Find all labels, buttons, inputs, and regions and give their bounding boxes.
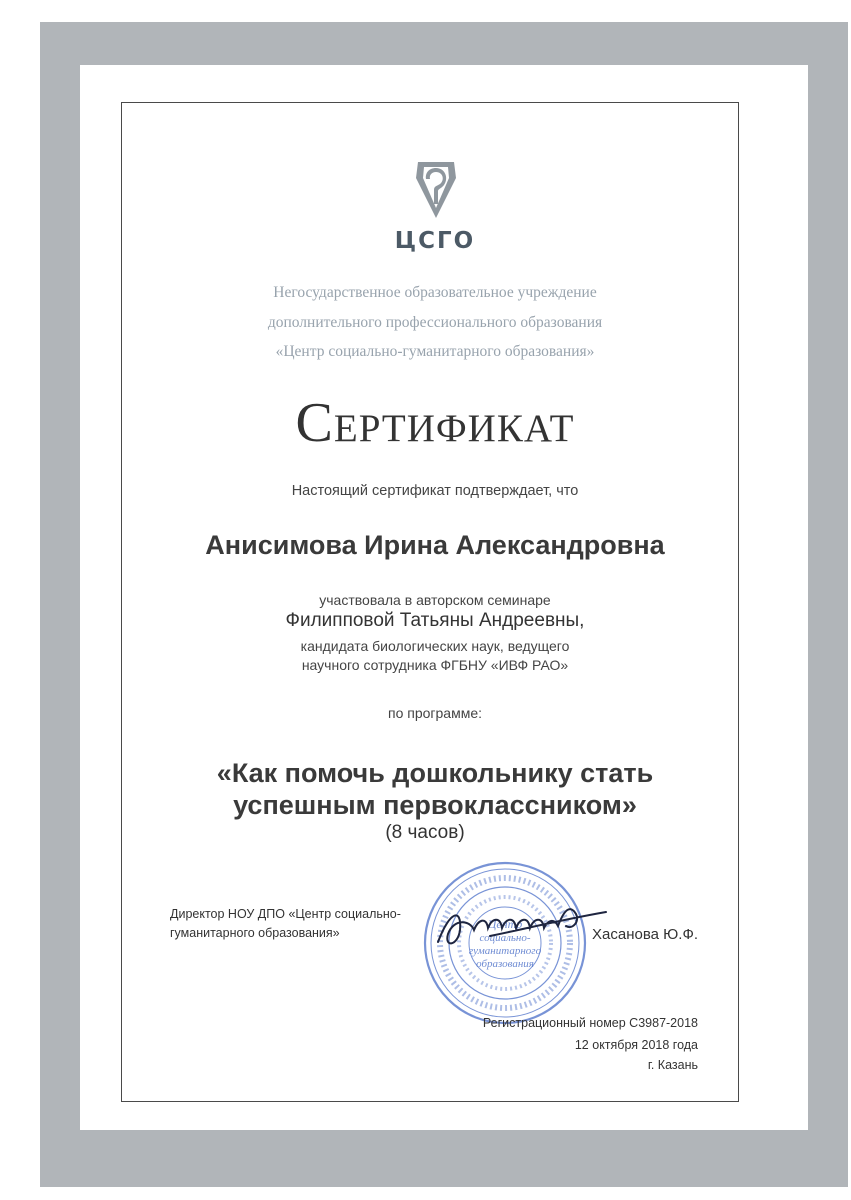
lecturer-position: научного сотрудника ФГБНУ «ИВФ РАО» bbox=[301, 657, 569, 673]
director-signature bbox=[430, 890, 610, 960]
issue-city: г. Казань bbox=[647, 1058, 698, 1072]
stamp-center-line-3: гуманитарного bbox=[468, 945, 542, 957]
director-name: Хасанова Ю.Ф. bbox=[592, 926, 699, 943]
lecturer-name: Филипповой Татьяны Андреевны, bbox=[285, 610, 585, 631]
issue-date: 12 октября 2018 года bbox=[574, 1038, 698, 1052]
pen-nib-icon bbox=[412, 158, 460, 220]
director-title-line-1: Директор НОУ ДПО «Центр социально- bbox=[170, 907, 401, 921]
recipient-name: Анисимова Ирина Александровна bbox=[205, 530, 665, 560]
lecturer-degree: кандидата биологических наук, ведущего bbox=[300, 638, 570, 654]
confirm-text: Настоящий сертификат подтверждает, что bbox=[291, 483, 579, 499]
director-title-line-2: гуманитарного образования» bbox=[170, 926, 340, 940]
program-label: по программе: bbox=[387, 705, 482, 721]
organization-line-2: дополнительного профессионального образования bbox=[267, 314, 603, 331]
certificate-title: Сертификат bbox=[295, 392, 575, 454]
stamp-center-line-4: образования bbox=[476, 958, 534, 970]
program-hours: (8 часов) bbox=[385, 822, 465, 843]
program-title-line-1: «Как помочь дошкольнику стать bbox=[216, 758, 654, 788]
stamp-center-line-2: социально- bbox=[479, 932, 531, 944]
logo-text: ЦСГО bbox=[394, 228, 476, 254]
participation-text: участвовала в авторском семинаре bbox=[319, 592, 551, 608]
organization-line-3: «Центр социально-гуманитарного образования» bbox=[275, 343, 595, 360]
organization-line-1: Негосударственное образовательное учреждение bbox=[273, 284, 597, 301]
stamp-center-line-1: Центр bbox=[487, 917, 523, 931]
program-title-line-2: успешным первоклассником» bbox=[233, 790, 637, 820]
registration-number: Регистрационный номер С3987-2018 bbox=[482, 1016, 698, 1030]
